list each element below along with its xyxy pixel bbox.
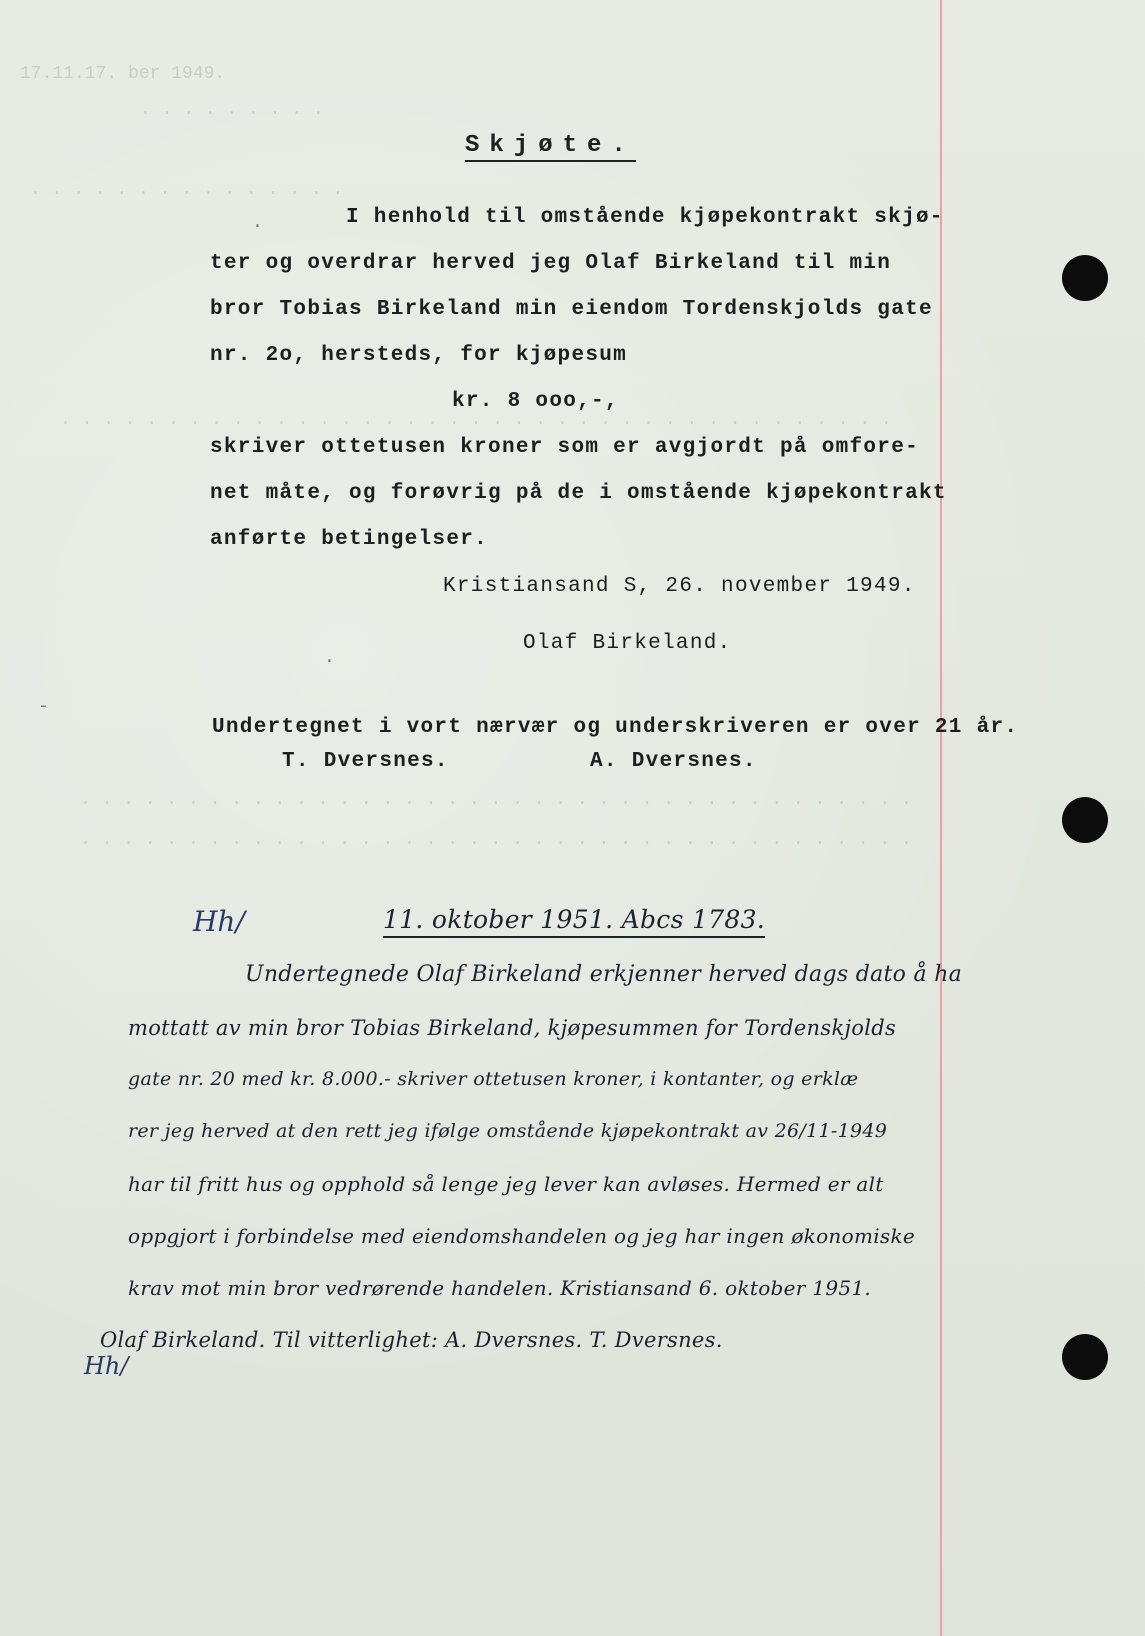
typed-line: net måte, og forøvrig på de i omstående kjøpekontrakt <box>210 482 947 505</box>
typed-line: I henhold til omstående kjøpekontrakt skjø- <box>346 206 944 229</box>
witness-2: A. Dversnes. <box>590 750 757 773</box>
show-through-text: 17.11.17. ber 1949. <box>20 64 226 84</box>
handwritten-line: Olaf Birkeland. Til vitterlighet: A. Dversnes. T. Dversnes. <box>100 1328 723 1352</box>
handwritten-date-heading: 11. oktober 1951. Abcs 1783. <box>383 905 765 938</box>
punch-hole <box>1062 1334 1108 1380</box>
handwritten-line: Undertegnede Olaf Birkeland erkjenner herved dags dato å ha <box>245 962 963 987</box>
purchase-amount: kr. 8 ooo,-, <box>452 390 619 413</box>
show-through-text: . . . . . . . . . . . . . . . . . . . . . . . . . . . . . . . . . . . . . . . <box>60 410 892 430</box>
show-through-text: . . . . . . . . . <box>140 100 324 120</box>
place-date: Kristiansand S, 26. november 1949. <box>443 575 916 598</box>
signature: Olaf Birkeland. <box>523 632 732 655</box>
typed-line: ter og overdrar herved jeg Olaf Birkeland til min <box>210 252 892 275</box>
stray-mark: . <box>252 213 263 233</box>
typed-line: skriver ottetusen kroner som er avgjordt på omfore- <box>210 436 920 459</box>
typed-line: nr. 2o, hersteds, for kjøpesum <box>210 344 628 367</box>
stray-mark: - <box>38 697 49 717</box>
witness-1: T. Dversnes. <box>282 750 449 773</box>
witness-statement: Undertegnet i vort nærvær og underskriveren er over 21 år. <box>212 716 1019 739</box>
handwritten-line: har til fritt hus og opphold så lenge jeg lever kan avløses. Hermed er alt <box>128 1172 884 1196</box>
handwritten-line: krav mot min bror vedrørende handelen. Kristiansand 6. oktober 1951. <box>128 1276 872 1300</box>
handwritten-initials: Hh/ <box>84 1352 129 1380</box>
handwritten-initials: Hh/ <box>193 905 245 938</box>
handwritten-line: oppgjort i forbindelse med eiendomshandelen og jeg har ingen økonomiske <box>128 1224 916 1248</box>
show-through-text: . . . . . . . . . . . . . . . <box>30 180 344 200</box>
typed-line: bror Tobias Birkeland min eiendom Tordenskjolds gate <box>210 298 933 321</box>
margin-line <box>940 0 942 1636</box>
typed-line: anførte betingelser. <box>210 528 489 551</box>
handwritten-line: rer jeg herved at den rett jeg ifølge omstående kjøpekontrakt av 26/11-1949 <box>128 1120 888 1142</box>
document-title: Skjøte. <box>465 132 636 162</box>
punch-hole <box>1062 797 1108 843</box>
show-through-text: . . . . . . . . . . . . . . . . . . . . . . . . . . . . . . . . . . . . . . . <box>80 790 912 810</box>
punch-hole <box>1062 255 1108 301</box>
handwritten-line: gate nr. 20 med kr. 8.000.- skriver ottetusen kroner, i kontanter, og erklæ <box>128 1068 859 1090</box>
show-through-text: . . . . . . . . . . . . . . . . . . . . . . . . . . . . . . . . . . . . . . . <box>80 830 912 850</box>
handwritten-line: mottatt av min bror Tobias Birkeland, kjøpesummen for Tordenskjolds <box>128 1016 897 1040</box>
stray-mark: . <box>324 648 335 668</box>
